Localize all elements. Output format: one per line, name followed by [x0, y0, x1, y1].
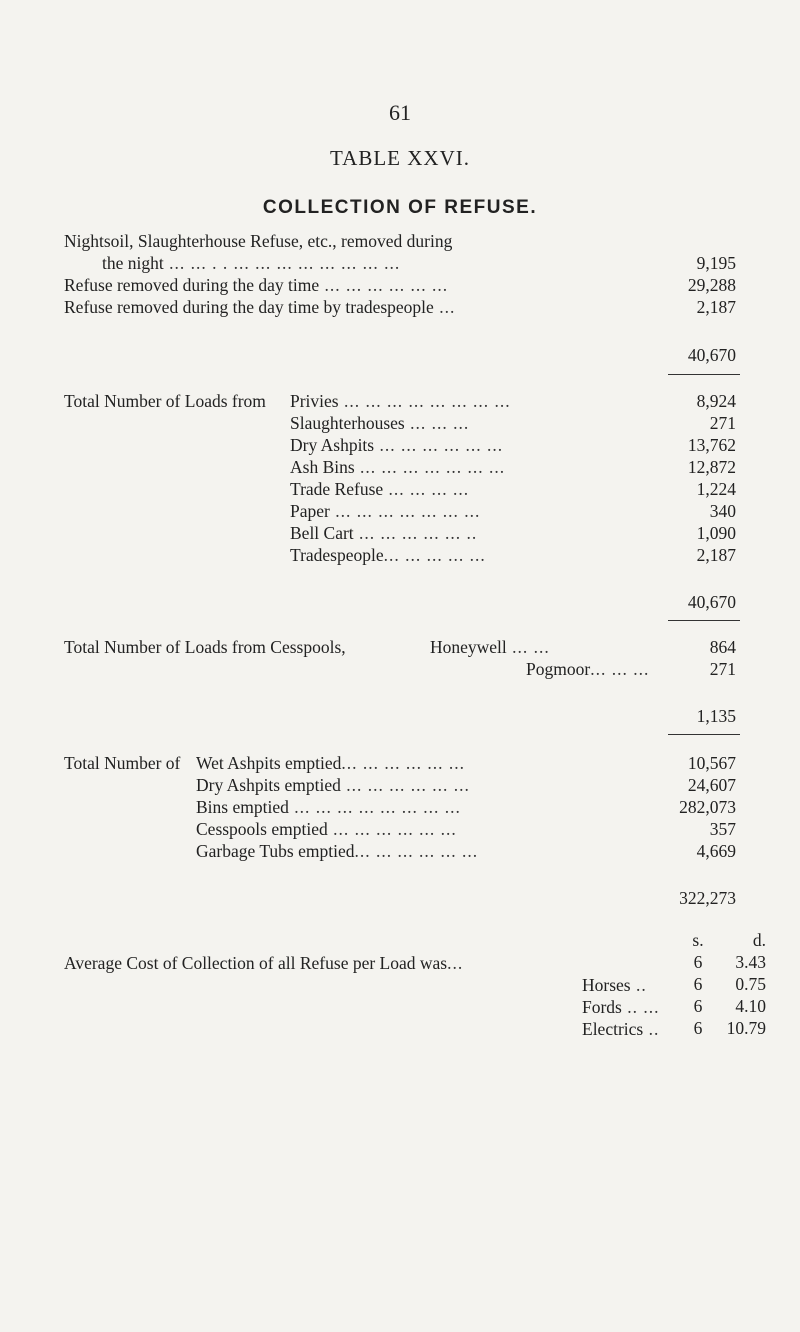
- row-value: 29,288: [687, 275, 736, 295]
- row-value: 864: [709, 637, 736, 657]
- leader-dots: ..: [630, 975, 647, 995]
- row-value: 8,924: [696, 391, 736, 411]
- table-row: [290, 522, 477, 544]
- table-row: [196, 752, 465, 774]
- pence-header: d.: [752, 930, 766, 950]
- row-label: Ash Bins: [290, 457, 355, 477]
- leader-dots: ... ... . . ... ... ... ... ... ... ... ...: [163, 253, 401, 273]
- leader-dots: ... ... ... ... ... ... ...: [329, 501, 481, 521]
- section4-prefix: Total Number of: [64, 753, 181, 773]
- row-label: Refuse removed during the day time: [64, 275, 320, 295]
- pence-value: 0.75: [735, 974, 766, 994]
- leader-dots: ...: [433, 297, 456, 317]
- leader-dots: ... ... ... ... ... ...: [327, 819, 457, 839]
- table-row: [582, 974, 647, 996]
- row-label: Horses: [582, 975, 631, 995]
- row-value: 2,187: [696, 545, 736, 565]
- leader-dots: ... ...: [506, 637, 550, 657]
- table-row: [196, 796, 461, 818]
- leader-dots: ... ... ...: [404, 413, 470, 433]
- row-value: 282,073: [679, 797, 736, 817]
- leader-dots: ... ... ... ... ... ... ... ...: [288, 797, 461, 817]
- table-row: [430, 636, 550, 658]
- leader-dots: ...: [447, 953, 464, 973]
- leader-dots: .. ...: [621, 997, 660, 1017]
- row-label: the night: [102, 253, 164, 273]
- leader-dots: ... ... ... ...: [383, 479, 470, 499]
- leader-dots: ... ... ... ... ... ...: [319, 275, 449, 295]
- table-row: [290, 390, 511, 412]
- row-value: 2,187: [696, 297, 736, 317]
- section1-line1: Nightsoil, Slaughterhouse Refuse, etc., removed during: [64, 231, 453, 251]
- leader-dots: ... ... ... ... ... ...: [340, 775, 470, 795]
- section2-prefix: Total Number of Loads from: [64, 391, 266, 411]
- row-value: 271: [709, 413, 736, 433]
- table-heading: COLLECTION OF REFUSE.: [262, 197, 538, 218]
- leader-dots: ... ... ... ... ... ..: [353, 523, 478, 543]
- row-label: Dry Ashpits emptied: [196, 775, 341, 795]
- table-row: [64, 274, 448, 296]
- section-total: 322,273: [679, 888, 736, 908]
- row-label: Privies: [290, 391, 339, 411]
- row-value: 10,567: [687, 753, 736, 773]
- row-value: 13,762: [687, 435, 736, 455]
- row-label: Fords: [582, 997, 622, 1017]
- row-label: Electrics: [582, 1019, 644, 1039]
- row-value: 1,090: [696, 523, 736, 543]
- shillings-header: s.: [692, 930, 704, 950]
- row-label: Bell Cart: [290, 523, 354, 543]
- row-label: Pogmoor: [526, 659, 591, 679]
- row-value: 271: [709, 659, 736, 679]
- pence-value: 4.10: [735, 996, 766, 1016]
- row-label: Garbage Tubs emptied: [196, 841, 355, 861]
- row-value: 24,607: [687, 775, 736, 795]
- row-label: Trade Refuse: [290, 479, 384, 499]
- shillings-value: 6: [693, 996, 703, 1016]
- row-label: Refuse removed during the day time by tradespeople: [64, 297, 434, 317]
- table-row: [64, 296, 455, 318]
- row-label: Dry Ashpits: [290, 435, 375, 455]
- leader-dots: ... ... ... ... ...: [383, 545, 486, 565]
- shillings-value: 6: [693, 974, 703, 994]
- leader-dots: ... ... ... ... ... ... ... ...: [338, 391, 511, 411]
- row-label: Wet Ashpits emptied: [196, 753, 342, 773]
- shillings-value: 6: [693, 1018, 703, 1038]
- row-label: Tradespeople: [290, 545, 384, 565]
- section-total: 40,670: [687, 592, 736, 612]
- section-total: 40,670: [687, 345, 736, 365]
- row-label: Honeywell: [430, 637, 507, 657]
- leader-dots: ... ... ...: [590, 659, 650, 679]
- table-row: [582, 1018, 659, 1040]
- leader-dots: ... ... ... ... ... ...: [354, 841, 479, 861]
- table-row: [582, 996, 660, 1018]
- section5-prefix: Average Cost of Collection of all Refuse per Load was: [64, 953, 448, 973]
- table-row: [196, 818, 457, 840]
- table-row: [290, 478, 469, 500]
- table-row: [290, 412, 469, 434]
- row-value: 1,224: [696, 479, 736, 499]
- row-label: Bins emptied: [196, 797, 289, 817]
- table-title: TABLE XXVI.: [330, 146, 470, 170]
- shillings-value: 6: [693, 952, 703, 972]
- total-rule: [668, 734, 740, 735]
- table-row: [102, 252, 400, 274]
- table-row: [196, 774, 470, 796]
- row-label: Paper: [290, 501, 330, 521]
- table-row: [290, 544, 486, 566]
- leader-dots: ... ... ... ... ... ...: [341, 753, 466, 773]
- pence-value: 10.79: [726, 1018, 766, 1038]
- row-label: Cesspools emptied: [196, 819, 328, 839]
- section-total: 1,135: [696, 706, 736, 726]
- table-row: [64, 952, 463, 974]
- leader-dots: ... ... ... ... ... ... ...: [354, 457, 506, 477]
- leader-dots: ... ... ... ... ... ...: [374, 435, 504, 455]
- table-row: [290, 434, 503, 456]
- page-number: 61: [389, 100, 411, 125]
- leader-dots: ..: [643, 1019, 660, 1039]
- section3-prefix: Total Number of Loads from Cesspools,: [64, 637, 346, 657]
- pence-value: 3.43: [735, 952, 766, 972]
- row-value: 357: [709, 819, 736, 839]
- row-value: 340: [709, 501, 736, 521]
- row-value: 9,195: [696, 253, 736, 273]
- table-row: [290, 456, 505, 478]
- total-rule: [668, 374, 740, 375]
- row-label: Slaughterhouses: [290, 413, 405, 433]
- row-value: 4,669: [696, 841, 736, 861]
- table-row: [526, 658, 649, 680]
- table-row: [196, 840, 478, 862]
- table-row: [290, 500, 480, 522]
- row-value: 12,872: [687, 457, 736, 477]
- total-rule: [668, 620, 740, 621]
